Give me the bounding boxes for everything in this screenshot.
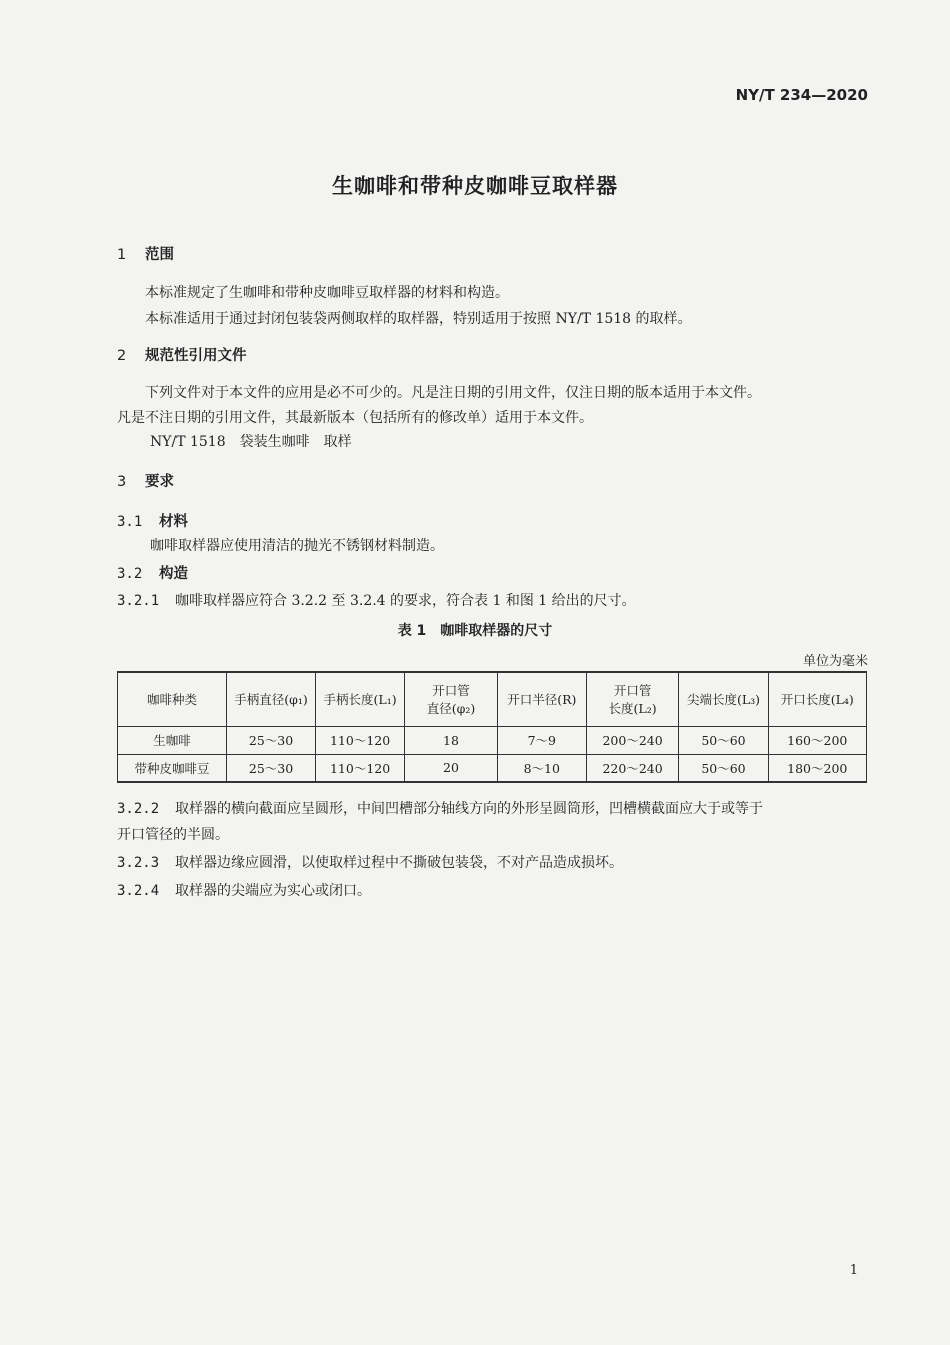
clause-text: 取样器的横向截面应呈圆形，中间凹槽部分轴线方向的外形呈圆筒形，凹槽横截面应大于或等于 bbox=[175, 801, 763, 817]
column-header-handle-diameter: 手柄直径(φ₁) bbox=[227, 672, 316, 726]
section-3-1-paragraph: 咖啡取样器应使用清洁的抛光不锈钢材料制造。 bbox=[150, 538, 444, 554]
column-header-opening-length: 开口长度(L₄) bbox=[768, 672, 867, 726]
standard-code: NY/T 234—2020 bbox=[735, 86, 868, 104]
section-title: 范围 bbox=[145, 247, 174, 263]
section-2-paragraph-line-2: 凡是不注日期的引用文件，其最新版本（包括所有的修改单）适用于本文件。 bbox=[117, 410, 593, 426]
section-title: 构造 bbox=[159, 566, 188, 582]
section-2-heading bbox=[117, 344, 247, 365]
table-cell: 220～240 bbox=[586, 754, 679, 782]
section-number: 3 bbox=[117, 474, 127, 490]
section-3-1-heading bbox=[117, 510, 188, 531]
clause-3-2-4 bbox=[117, 879, 371, 903]
header-line: 开口管 bbox=[432, 683, 470, 699]
section-1-paragraph-1: 本标准规定了生咖啡和带种皮咖啡豆取样器的材料和构造。 bbox=[145, 285, 509, 301]
section-number: 3.2 bbox=[117, 566, 143, 582]
table-cell: 20 bbox=[405, 754, 498, 782]
section-1-heading bbox=[117, 243, 174, 264]
table-row bbox=[118, 754, 867, 782]
section-title: 要求 bbox=[145, 474, 174, 490]
section-3-heading bbox=[117, 470, 174, 491]
clause-number: 3.2.2 bbox=[117, 801, 160, 817]
clause-text: 取样器边缘应圆滑，以使取样过程中不撕破包装袋，不对产品造成损坏。 bbox=[175, 855, 623, 871]
table-caption: 表 1 咖啡取样器的尺寸 bbox=[397, 623, 553, 639]
dimensions-table bbox=[117, 671, 867, 783]
clause-text: 咖啡取样器应符合 3.2.2 至 3.2.4 的要求，符合表 1 和图 1 给出的尺寸。 bbox=[175, 593, 636, 609]
table-cell: 180～200 bbox=[768, 754, 867, 782]
table-cell: 50～60 bbox=[679, 754, 768, 782]
section-3-2-heading bbox=[117, 562, 188, 583]
table-cell: 生咖啡 bbox=[118, 726, 227, 754]
clause-3-2-1 bbox=[117, 589, 636, 613]
column-header-type: 咖啡种类 bbox=[118, 672, 227, 726]
table-cell: 110～120 bbox=[316, 726, 405, 754]
table-cell: 110～120 bbox=[316, 754, 405, 782]
table-cell: 18 bbox=[405, 726, 498, 754]
clause-number: 3.2.3 bbox=[117, 855, 160, 871]
header-line: 开口管 bbox=[613, 683, 652, 699]
section-1-paragraph-2: 本标准适用于通过封闭包装袋两侧取样的取样器，特别适用于按照 NY/T 1518 的取样。 bbox=[145, 311, 692, 327]
table-cell: 200～240 bbox=[586, 726, 679, 754]
clause-3-2-3 bbox=[117, 851, 623, 875]
page-title: 生咖啡和带种皮咖啡豆取样器 bbox=[332, 174, 618, 198]
clause-3-2-2-line-2: 开口管径的半圆。 bbox=[117, 827, 229, 843]
section-title: 材料 bbox=[159, 514, 188, 530]
section-number: 2 bbox=[117, 348, 127, 364]
table-cell: 7～9 bbox=[497, 726, 586, 754]
table-cell: 8～10 bbox=[497, 754, 586, 782]
clause-3-2-2-line-1 bbox=[117, 797, 763, 821]
section-number: 1 bbox=[117, 247, 127, 263]
column-header-handle-length: 手柄长度(L₁) bbox=[316, 672, 405, 726]
clause-number: 3.2.4 bbox=[117, 883, 160, 899]
table-cell: 160～200 bbox=[768, 726, 867, 754]
section-2-paragraph-line-1: 下列文件对于本文件的应用是必不可少的。凡是注日期的引用文件，仅注日期的版本适用于本文件。 bbox=[145, 385, 761, 401]
table-cell: 带种皮咖啡豆 bbox=[118, 754, 227, 782]
clause-text: 取样器的尖端应为实心或闭口。 bbox=[175, 883, 371, 899]
table-row bbox=[118, 726, 867, 754]
column-header-tip-length: 尖端长度(L₃) bbox=[679, 672, 768, 726]
column-header-tube-diameter bbox=[405, 672, 498, 726]
table-cell: 25～30 bbox=[227, 726, 316, 754]
header-line: 长度(L₂) bbox=[608, 701, 657, 717]
table-cell: 50～60 bbox=[679, 726, 768, 754]
clause-number: 3.2.1 bbox=[117, 593, 160, 609]
header-line: 直径(φ₂) bbox=[426, 701, 476, 717]
section-title: 规范性引用文件 bbox=[145, 348, 247, 364]
table-cell: 25～30 bbox=[227, 754, 316, 782]
section-number: 3.1 bbox=[117, 514, 143, 530]
column-header-radius: 开口半径(R) bbox=[497, 672, 586, 726]
normative-reference: NY/T 1518 袋装生咖啡 取样 bbox=[150, 434, 352, 450]
table-header-row bbox=[118, 672, 867, 726]
column-header-tube-length bbox=[586, 672, 679, 726]
unit-note: 单位为毫米 bbox=[802, 654, 868, 669]
page-number: 1 bbox=[849, 1263, 858, 1278]
